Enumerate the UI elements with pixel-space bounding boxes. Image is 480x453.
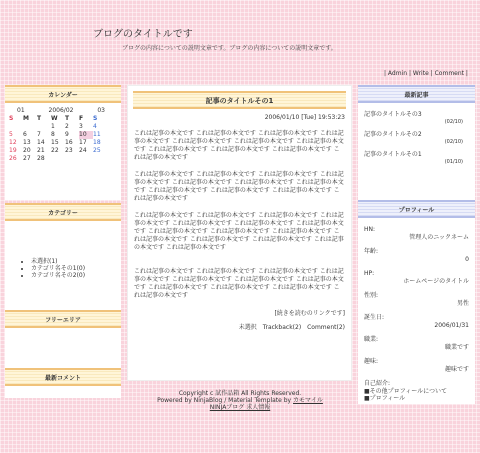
calendar-body <box>5 103 121 200</box>
calendar-day: 3 <box>79 123 83 130</box>
free-area-title: フリーエリア <box>5 310 121 328</box>
calendar-day: 16 <box>65 139 73 146</box>
recent-entry-link[interactable]: 記事のタイトルその2 <box>364 131 422 138</box>
profile-intro-line: ■その他プロフィールについて <box>364 388 447 395</box>
calendar-weekday: S <box>9 115 14 122</box>
recent-entry-date: (02/10) <box>444 119 463 125</box>
comment-link[interactable]: | Comment | <box>430 70 468 77</box>
blog-title[interactable]: ブログのタイトルです <box>93 29 193 40</box>
profile-hn-value: 管理人のニックネーム <box>409 234 469 241</box>
write-link[interactable]: | Write <box>408 70 429 77</box>
profile-intro-line: ■プロフィール <box>364 395 406 402</box>
entry-panel <box>127 85 352 381</box>
calendar-day: 12 <box>9 139 17 146</box>
category-widget <box>5 203 121 321</box>
calendar-weekday: S <box>93 115 98 122</box>
calendar-day: 9 <box>65 131 69 138</box>
calendar-day: 17 <box>79 139 87 146</box>
calendar-day <box>37 123 51 131</box>
calendar-day: 20 <box>23 147 31 154</box>
footer-copyright: Copyright c 試作品箱 All Rights Reserved. <box>178 390 302 397</box>
entry-footer <box>128 322 351 331</box>
calendar-day: 24 <box>79 147 87 154</box>
calendar-day: 19 <box>9 147 17 154</box>
calendar-day: 1 <box>51 123 55 130</box>
calendar-day <box>23 123 37 131</box>
footer-powered <box>0 397 480 404</box>
calendar-day: 23 <box>65 147 73 154</box>
calendar-day <box>93 155 107 163</box>
profile-body <box>358 218 475 404</box>
entry-category-link[interactable]: 未選択 <box>238 324 257 331</box>
profile-gender-label: 性別: <box>364 292 379 299</box>
calendar-day[interactable]: 10 <box>79 131 93 139</box>
calendar-day: 11 <box>93 131 101 138</box>
recent-entry-date: (02/10) <box>444 139 463 145</box>
calendar-day <box>79 155 93 163</box>
blog-description: ブログの内容についての説明文章です。ブログの内容についての説明文章です。 <box>122 45 337 52</box>
footer-template-link[interactable]: カモマイル <box>293 397 323 404</box>
profile-age-value: 0 <box>465 256 469 263</box>
recent-entry-link[interactable]: 記事のタイトルその3 <box>364 111 422 118</box>
calendar-day: 4 <box>93 123 97 130</box>
profile-gender-value: 男性 <box>456 300 469 307</box>
entry-paragraph: これは記事の本文です これは記事の本文です これは記事の本文です これは記事の本文です これは記事の本文です これは記事の本文です これは記事の本文です これは記事の本文です これは記事の本文です これは記事の本文です これは記事の本文です <box>134 130 344 161</box>
calendar-day: 7 <box>37 131 41 138</box>
recent-entry-date: (01/10) <box>444 159 463 165</box>
calendar-day: 8 <box>51 131 55 138</box>
calendar-day: 15 <box>51 139 59 146</box>
calendar-day: 2 <box>65 123 69 130</box>
calendar-day: 6 <box>23 131 27 138</box>
profile-hobby-value: 趣味です <box>444 366 469 373</box>
calendar-day <box>9 123 23 131</box>
recent-entry-link[interactable]: 記事のタイトルその1 <box>364 151 422 158</box>
calendar-day: 22 <box>51 147 59 154</box>
comment-count-link[interactable]: Comment(2) <box>307 324 345 331</box>
entry-title[interactable]: 記事のタイトルその1 <box>133 91 346 109</box>
footer <box>0 390 480 411</box>
category-item[interactable]: • カテゴリ名その1(0) <box>31 265 121 272</box>
calendar-day: 18 <box>93 139 101 146</box>
footer-ninja-link[interactable]: NINJAブログ 求人情報 <box>209 404 271 411</box>
calendar-day: 28 <box>37 155 45 162</box>
calendar-widget <box>5 85 121 200</box>
calendar-day <box>51 155 65 163</box>
calendar-prev-month[interactable]: 01 <box>17 107 25 114</box>
footer-powered-text: Powered by NinjaBlog / Material <box>157 397 253 404</box>
recent-entries-widget <box>358 85 475 207</box>
profile-age-label: 年齢: <box>364 248 379 255</box>
admin-links <box>384 70 468 77</box>
calendar-weekday: T <box>65 115 70 122</box>
recent-entries-body <box>358 103 475 207</box>
profile-hp-value[interactable]: ホームページのタイトル <box>403 278 469 285</box>
entry-paragraph: これは記事の本文です これは記事の本文です これは記事の本文です これは記事の本文です これは記事の本文です これは記事の本文です これは記事の本文です これは記事の本文です これは記事の本文です これは記事の本文です これは記事の本文です これは記事の本文です これは記事の本文です これは記事の本文です これは記事の本文です <box>134 212 344 251</box>
calendar-weekday: T <box>37 115 42 122</box>
calendar-weekday: M <box>23 115 29 122</box>
trackback-link[interactable]: Trackback(2) <box>262 324 302 331</box>
calendar-weekday: W <box>51 115 58 122</box>
recent-entry-item <box>364 151 469 166</box>
profile-job-label: 職業: <box>364 336 379 343</box>
recent-comments-title: 最新コメント <box>5 368 121 386</box>
category-item[interactable]: • カテゴリ名その2(0) <box>31 272 121 279</box>
calendar-day: 5 <box>9 131 13 138</box>
calendar-next-month[interactable]: 03 <box>97 107 105 114</box>
category-title: カテゴリー <box>5 203 121 221</box>
calendar-day: 25 <box>93 147 101 154</box>
category-item[interactable]: • 未選択(1) <box>31 258 121 265</box>
profile-birthday-value: 2006/01/31 <box>434 322 469 329</box>
recent-entries-title: 最新記事 <box>358 85 475 103</box>
profile-intro-label: 自己紹介: <box>364 380 391 387</box>
recent-entry-item <box>364 111 469 126</box>
category-body <box>5 221 121 321</box>
calendar-day <box>65 155 79 163</box>
calendar-grid <box>9 115 117 163</box>
calendar-current-month: 2006/02 <box>48 107 74 114</box>
entry-paragraph: これは記事の本文です これは記事の本文です これは記事の本文です これは記事の本文です これは記事の本文です これは記事の本文です これは記事の本文です これは記事の本文です これは記事の本文です これは記事の本文です これは記事の本文です <box>134 171 344 202</box>
read-more-link[interactable]: [続きを読むのリンクです] <box>274 310 345 317</box>
profile-title: プロフィール <box>358 200 475 218</box>
profile-birthday-label: 誕生日: <box>364 314 385 321</box>
calendar-day: 26 <box>9 155 17 162</box>
calendar-day: 27 <box>23 155 31 162</box>
profile-hn-label: HN: <box>364 226 376 233</box>
profile-hp-label: HP: <box>364 270 375 277</box>
admin-link[interactable]: | Admin <box>384 70 408 77</box>
recent-entry-item <box>364 131 469 146</box>
calendar-day: 14 <box>37 139 45 146</box>
profile-hobby-label: 趣味: <box>364 358 379 365</box>
calendar-day: 21 <box>37 147 45 154</box>
profile-job-value: 職業です <box>444 344 469 351</box>
calendar-title: カレンダー <box>5 85 121 103</box>
entry-paragraph: これは記事の本文です これは記事の本文です これは記事の本文です これは記事の本文です これは記事の本文です これは記事の本文です これは記事の本文です これは記事の本文です これは記事の本文です これは記事の本文です これは記事の本文です <box>134 268 344 299</box>
calendar-weekday: F <box>79 115 84 122</box>
calendar-day: 13 <box>23 139 31 146</box>
footer-template-text: Template by <box>254 397 292 404</box>
profile-widget <box>358 200 475 404</box>
entry-date: 2006/01/10 [Tue] 19:53:23 <box>264 114 345 121</box>
